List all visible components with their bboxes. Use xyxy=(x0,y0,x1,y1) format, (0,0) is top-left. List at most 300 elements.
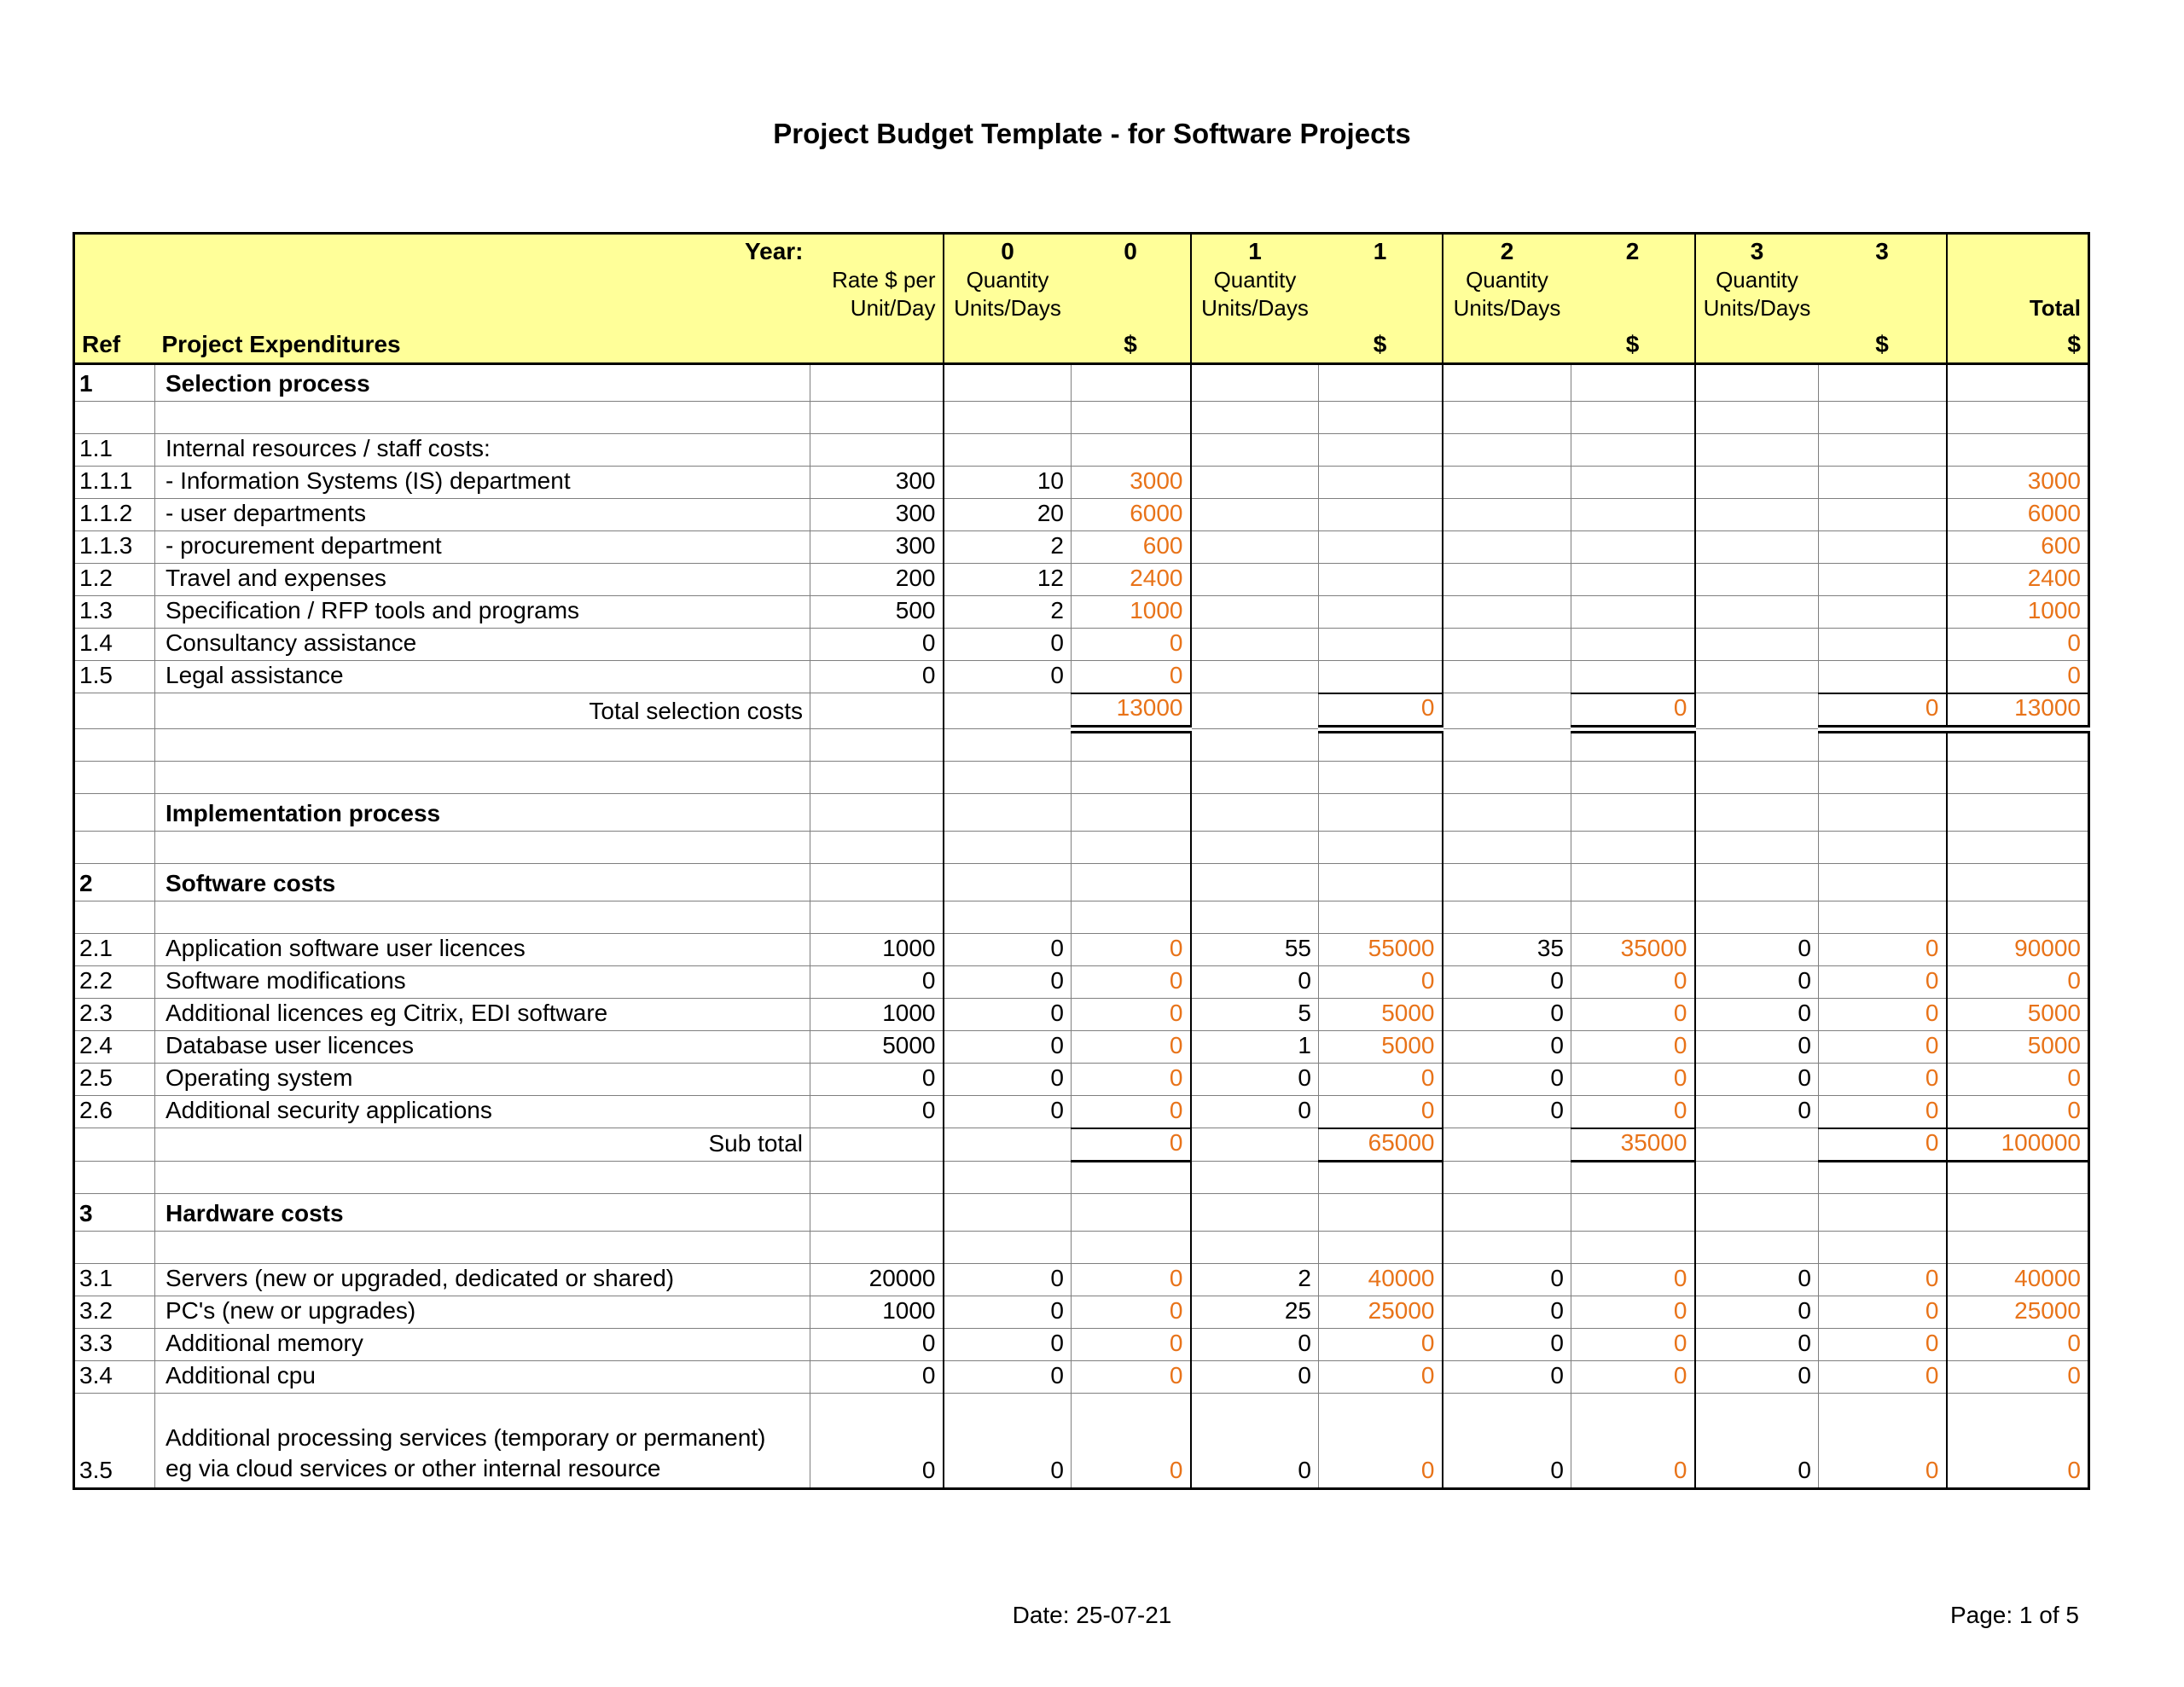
cell-desc xyxy=(155,1161,810,1193)
cell-ref: 2.5 xyxy=(74,1064,155,1096)
cell-d2: 0 xyxy=(1571,1360,1695,1393)
header-year2-quantity-line4 xyxy=(1443,322,1571,362)
cell-q0: 0 xyxy=(944,934,1072,966)
cell-q0 xyxy=(944,762,1072,794)
cell-d0 xyxy=(1072,762,1191,794)
header-expenditures-line2 xyxy=(155,266,810,294)
cell-ref xyxy=(74,693,155,729)
header-year2-dollars-line3 xyxy=(1571,294,1694,322)
cell-q1: 0 xyxy=(1191,1360,1319,1393)
cell-rate: 300 xyxy=(810,467,944,499)
header-year0-dollars-line2 xyxy=(1072,266,1190,294)
cell-desc xyxy=(155,729,810,762)
row-1.1.2 xyxy=(74,499,2089,531)
header-year1-dollars-line1: 1 xyxy=(1373,238,1387,264)
header-rate-line1 xyxy=(810,235,943,266)
cell-d0 xyxy=(1072,1161,1191,1193)
cell-rate: 5000 xyxy=(810,1031,944,1064)
cell-rate: 1000 xyxy=(810,1296,944,1328)
cell-d0: 0 xyxy=(1072,629,1191,661)
cell-q3: 0 xyxy=(1695,1360,1819,1393)
cell-d1: 5000 xyxy=(1319,999,1443,1031)
cell-q2 xyxy=(1443,402,1571,434)
header-year0-quantity-line1: 0 xyxy=(1001,238,1014,264)
cell-d1 xyxy=(1319,531,1443,564)
cell-q3 xyxy=(1695,499,1819,531)
cell-desc: Additional memory xyxy=(155,1328,810,1360)
cell-d0: 0 xyxy=(1072,1096,1191,1128)
cell-q2 xyxy=(1443,794,1571,832)
row-empty xyxy=(74,1231,2089,1263)
cell-desc-line2: eg via cloud services or other internal resource xyxy=(166,1454,661,1481)
cell-q1 xyxy=(1191,693,1319,729)
header-year3-dollars-line2 xyxy=(1819,266,1946,294)
cell-total: 90000 xyxy=(1947,934,2089,966)
cell-ref: 3.3 xyxy=(74,1328,155,1360)
cell-d3 xyxy=(1819,1231,1947,1263)
row-empty xyxy=(74,402,2089,434)
cell-d2: 0 xyxy=(1571,1263,1695,1296)
cell-d3: 0 xyxy=(1819,1296,1947,1328)
cell-d2 xyxy=(1571,434,1695,467)
cell-q2: 0 xyxy=(1443,966,1571,999)
cell-d3: 0 xyxy=(1819,1360,1947,1393)
header-year1-dollars-line2 xyxy=(1319,266,1442,294)
cell-total: 0 xyxy=(1947,1064,2089,1096)
cell-rate xyxy=(810,1128,944,1162)
cell-ref xyxy=(74,729,155,762)
cell-q2 xyxy=(1443,1193,1571,1231)
header-year3-quantity-line4 xyxy=(1696,322,1819,362)
cell-total xyxy=(1947,1231,2089,1263)
cell-q0 xyxy=(944,434,1072,467)
header-year1-quantity-line2: Quantity xyxy=(1213,267,1297,293)
header-year2-dollars-line2 xyxy=(1571,266,1694,294)
cell-q1: 1 xyxy=(1191,1031,1319,1064)
cell-d0 xyxy=(1072,364,1191,402)
cell-total: 40000 xyxy=(1947,1263,2089,1296)
footer-date: Date: 25-07-21 xyxy=(1012,1602,1172,1628)
budget-table xyxy=(73,232,2090,1490)
cell-rate: 0 xyxy=(810,1328,944,1360)
cell-d0: 0 xyxy=(1072,1328,1191,1360)
cell-d3: 0 xyxy=(1819,1128,1947,1162)
cell-q1 xyxy=(1191,434,1319,467)
cell-q0: 0 xyxy=(944,1328,1072,1360)
cell-d2 xyxy=(1571,564,1695,596)
cell-d3 xyxy=(1819,596,1947,629)
cell-q2 xyxy=(1443,864,1571,901)
cell-q0: 0 xyxy=(944,1263,1072,1296)
cell-q2: 0 xyxy=(1443,1393,1571,1488)
cell-q1 xyxy=(1191,762,1319,794)
cell-q3 xyxy=(1695,864,1819,901)
header-expenditures-line3 xyxy=(155,294,810,322)
cell-d1 xyxy=(1319,832,1443,864)
header-year2-dollars xyxy=(1571,234,1695,364)
cell-q0 xyxy=(944,832,1072,864)
cell-d2 xyxy=(1571,661,1695,693)
cell-q2: 0 xyxy=(1443,1360,1571,1393)
cell-rate xyxy=(810,402,944,434)
row-3.4 xyxy=(74,1360,2089,1393)
cell-q0 xyxy=(944,1161,1072,1193)
header-year0-quantity-grid xyxy=(944,235,1072,362)
cell-q2 xyxy=(1443,499,1571,531)
cell-desc: Specification / RFP tools and programs xyxy=(155,596,810,629)
cell-desc xyxy=(155,402,810,434)
cell-d0: 13000 xyxy=(1072,693,1191,729)
cell-rate xyxy=(810,864,944,901)
cell-d0: 0 xyxy=(1072,1360,1191,1393)
cell-d2 xyxy=(1571,794,1695,832)
cell-desc: - Information Systems (IS) department xyxy=(155,467,810,499)
cell-q1 xyxy=(1191,832,1319,864)
cell-total xyxy=(1947,864,2089,901)
cell-d0: 0 xyxy=(1072,1031,1191,1064)
cell-desc xyxy=(155,901,810,934)
cell-d2 xyxy=(1571,901,1695,934)
cell-rate xyxy=(810,364,944,402)
cell-d1 xyxy=(1319,729,1443,762)
cell-desc: - procurement department xyxy=(155,531,810,564)
header-ref-line1 xyxy=(75,235,155,266)
cell-d2 xyxy=(1571,596,1695,629)
header-ref-line3 xyxy=(75,294,155,322)
cell-d3 xyxy=(1819,729,1947,762)
cell-rate: 0 xyxy=(810,1393,944,1488)
cell-q3 xyxy=(1695,596,1819,629)
header-year0-quantity-line3: Units/Days xyxy=(954,295,1061,321)
cell-total xyxy=(1947,832,2089,864)
row-1 xyxy=(74,364,2089,402)
cell-d3: 0 xyxy=(1819,1031,1947,1064)
cell-q3 xyxy=(1695,1161,1819,1193)
row-1.5 xyxy=(74,661,2089,693)
cell-d3 xyxy=(1819,1161,1947,1193)
header-total-line3: Total xyxy=(2029,295,2081,321)
cell-d3: 0 xyxy=(1819,1096,1947,1128)
cell-q2: 0 xyxy=(1443,1096,1571,1128)
cell-q1: 5 xyxy=(1191,999,1319,1031)
cell-d3: 0 xyxy=(1819,1263,1947,1296)
cell-q2 xyxy=(1443,1231,1571,1263)
cell-ref: 3.4 xyxy=(74,1360,155,1393)
cell-d1 xyxy=(1319,1193,1443,1231)
cell-d0: 3000 xyxy=(1072,467,1191,499)
header-year1-dollars-line3 xyxy=(1319,294,1442,322)
cell-ref: 2 xyxy=(74,864,155,901)
cell-q3 xyxy=(1695,364,1819,402)
cell-ref xyxy=(74,901,155,934)
cell-d2: 0 xyxy=(1571,1328,1695,1360)
header-expenditures-line4: Project Expenditures xyxy=(161,331,401,357)
header-year0-dollars-grid xyxy=(1072,235,1190,362)
cell-total xyxy=(1947,1161,2089,1193)
cell-q3 xyxy=(1695,564,1819,596)
cell-d3: 0 xyxy=(1819,1064,1947,1096)
cell-d0: 0 xyxy=(1072,1128,1191,1162)
cell-ref xyxy=(74,762,155,794)
cell-desc-line1: Additional processing services (temporary or permanent) xyxy=(166,1423,766,1451)
row-2.5 xyxy=(74,1064,2089,1096)
cell-total xyxy=(1947,402,2089,434)
cell-d1: 0 xyxy=(1319,1328,1443,1360)
cell-ref xyxy=(74,402,155,434)
cell-q1 xyxy=(1191,1128,1319,1162)
cell-d2 xyxy=(1571,629,1695,661)
cell-rate: 0 xyxy=(810,661,944,693)
cell-q0: 0 xyxy=(944,1393,1072,1488)
cell-q0: 12 xyxy=(944,564,1072,596)
cell-desc: Application software user licences xyxy=(155,934,810,966)
header-year0-quantity-line4 xyxy=(944,322,1072,362)
cell-desc xyxy=(155,832,810,864)
cell-d1: 0 xyxy=(1319,1360,1443,1393)
cell-q1 xyxy=(1191,794,1319,832)
cell-d2 xyxy=(1571,1231,1695,1263)
cell-q3 xyxy=(1695,1231,1819,1263)
cell-rate: 200 xyxy=(810,564,944,596)
header-total xyxy=(1947,234,2089,364)
row-3 xyxy=(74,1193,2089,1231)
cell-d2: 0 xyxy=(1571,693,1695,729)
row-empty xyxy=(74,901,2089,934)
cell-d0 xyxy=(1072,1231,1191,1263)
header-year0-dollars-line4: $ xyxy=(1124,331,1137,357)
cell-d3 xyxy=(1819,832,1947,864)
cell-q2 xyxy=(1443,596,1571,629)
cell-d1: 0 xyxy=(1319,966,1443,999)
cell-total: 3000 xyxy=(1947,467,2089,499)
cell-q1 xyxy=(1191,531,1319,564)
cell-q3: 0 xyxy=(1695,1328,1819,1360)
cell-d2 xyxy=(1571,1161,1695,1193)
cell-ref: 1.1.1 xyxy=(74,467,155,499)
cell-rate: 0 xyxy=(810,1360,944,1393)
cell-q3 xyxy=(1695,693,1819,729)
cell-d1 xyxy=(1319,596,1443,629)
header-year2-quantity-line2: Quantity xyxy=(1466,267,1548,293)
cell-q0: 0 xyxy=(944,1360,1072,1393)
cell-d2: 0 xyxy=(1571,1064,1695,1096)
cell-d2 xyxy=(1571,729,1695,762)
cell-d1: 0 xyxy=(1319,1096,1443,1128)
header-year2-quantity-line3: Units/Days xyxy=(1453,295,1561,321)
cell-d1 xyxy=(1319,402,1443,434)
cell-d3 xyxy=(1819,794,1947,832)
cell-total: 600 xyxy=(1947,531,2089,564)
cell-total: 13000 xyxy=(1947,693,2089,729)
cell-rate: 300 xyxy=(810,499,944,531)
row-empty xyxy=(74,729,2089,762)
cell-q1 xyxy=(1191,729,1319,762)
cell-q2 xyxy=(1443,531,1571,564)
cell-ref: 1.1.3 xyxy=(74,531,155,564)
cell-q1: 25 xyxy=(1191,1296,1319,1328)
cell-ref: 1.1.2 xyxy=(74,499,155,531)
cell-q0: 0 xyxy=(944,1031,1072,1064)
cell-q1 xyxy=(1191,1161,1319,1193)
cell-q3: 0 xyxy=(1695,934,1819,966)
cell-rate xyxy=(810,901,944,934)
cell-q3 xyxy=(1695,1128,1819,1162)
cell-rate xyxy=(810,1231,944,1263)
header-year3-dollars-grid xyxy=(1819,235,1946,362)
cell-d3: 0 xyxy=(1819,1393,1947,1488)
cell-ref xyxy=(74,1128,155,1162)
cell-total: 25000 xyxy=(1947,1296,2089,1328)
cell-d1 xyxy=(1319,564,1443,596)
cell-desc: Sub total xyxy=(155,1128,810,1162)
cell-q0 xyxy=(944,1128,1072,1162)
cell-q0: 10 xyxy=(944,467,1072,499)
cell-d2: 0 xyxy=(1571,966,1695,999)
header-year1-dollars-grid xyxy=(1319,235,1442,362)
cell-d3 xyxy=(1819,402,1947,434)
cell-d3 xyxy=(1819,864,1947,901)
cell-ref xyxy=(74,794,155,832)
row-1.1.3 xyxy=(74,531,2089,564)
cell-q0: 0 xyxy=(944,661,1072,693)
cell-rate: 1000 xyxy=(810,999,944,1031)
cell-q3 xyxy=(1695,729,1819,762)
cell-total xyxy=(1947,729,2089,762)
cell-desc: Total selection costs xyxy=(155,693,810,729)
cell-q3 xyxy=(1695,434,1819,467)
header-year2-dollars-grid xyxy=(1571,235,1694,362)
cell-q1 xyxy=(1191,661,1319,693)
row-1.1.1 xyxy=(74,467,2089,499)
header-year1-quantity-line1: 1 xyxy=(1248,238,1262,264)
row-2.3 xyxy=(74,999,2089,1031)
header-year0-quantity xyxy=(944,234,1072,364)
cell-rate xyxy=(810,693,944,729)
cell-d3 xyxy=(1819,661,1947,693)
cell-q2 xyxy=(1443,364,1571,402)
cell-rate xyxy=(810,794,944,832)
cell-q0 xyxy=(944,364,1072,402)
cell-d2 xyxy=(1571,864,1695,901)
cell-d3 xyxy=(1819,629,1947,661)
cell-d2: 0 xyxy=(1571,1031,1695,1064)
header-year2-quantity xyxy=(1443,234,1571,364)
cell-q2: 0 xyxy=(1443,1296,1571,1328)
cell-d0: 0 xyxy=(1072,1296,1191,1328)
cell-d2: 35000 xyxy=(1571,1128,1695,1162)
cell-d1 xyxy=(1319,762,1443,794)
cell-q0 xyxy=(944,864,1072,901)
cell-d0: 0 xyxy=(1072,966,1191,999)
cell-q2 xyxy=(1443,467,1571,499)
cell-q0: 0 xyxy=(944,629,1072,661)
cell-q3 xyxy=(1695,402,1819,434)
row-1.3 xyxy=(74,596,2089,629)
header-year1-quantity xyxy=(1191,234,1319,364)
cell-q2 xyxy=(1443,1128,1571,1162)
cell-desc: Hardware costs xyxy=(155,1193,810,1231)
cell-d1: 5000 xyxy=(1319,1031,1443,1064)
header-year3-quantity xyxy=(1695,234,1819,364)
cell-q3: 0 xyxy=(1695,1096,1819,1128)
cell-d2 xyxy=(1571,832,1695,864)
header-total-line2 xyxy=(1948,266,2088,294)
cell-total: 0 xyxy=(1947,661,2089,693)
cell-d1 xyxy=(1319,467,1443,499)
cell-d3 xyxy=(1819,467,1947,499)
header-total-line4: $ xyxy=(2067,331,2081,357)
cell-d0 xyxy=(1072,864,1191,901)
cell-q3 xyxy=(1695,661,1819,693)
cell-ref xyxy=(74,832,155,864)
cell-d3 xyxy=(1819,499,1947,531)
cell-d1: 25000 xyxy=(1319,1296,1443,1328)
row-2 xyxy=(74,864,2089,901)
header-expenditures xyxy=(155,234,810,364)
row-3.5 xyxy=(74,1393,2089,1488)
cell-q1: 0 xyxy=(1191,1328,1319,1360)
cell-q1: 0 xyxy=(1191,1393,1319,1488)
cell-q0: 0 xyxy=(944,1096,1072,1128)
cell-ref: 1.1 xyxy=(74,434,155,467)
cell-total xyxy=(1947,794,2089,832)
cell-d3 xyxy=(1819,1193,1947,1231)
cell-total: 100000 xyxy=(1947,1128,2089,1162)
cell-desc: Travel and expenses xyxy=(155,564,810,596)
cell-d2: 0 xyxy=(1571,1296,1695,1328)
cell-d0: 0 xyxy=(1072,1263,1191,1296)
cell-ref: 2.4 xyxy=(74,1031,155,1064)
cell-d3 xyxy=(1819,901,1947,934)
cell-q1 xyxy=(1191,467,1319,499)
cell-q0: 2 xyxy=(944,531,1072,564)
cell-q2 xyxy=(1443,661,1571,693)
cell-d1: 0 xyxy=(1319,1393,1443,1488)
cell-q3 xyxy=(1695,629,1819,661)
cell-total: 1000 xyxy=(1947,596,2089,629)
cell-desc xyxy=(155,762,810,794)
header-year2-quantity-line1: 2 xyxy=(1500,238,1514,264)
cell-q2: 0 xyxy=(1443,1328,1571,1360)
cell-total xyxy=(1947,434,2089,467)
header-year2-dollars-line1: 2 xyxy=(1625,238,1640,264)
row-3.1 xyxy=(74,1263,2089,1296)
cell-total: 0 xyxy=(1947,1328,2089,1360)
row-3.3 xyxy=(74,1328,2089,1360)
cell-d1 xyxy=(1319,794,1443,832)
cell-desc: PC's (new or upgrades) xyxy=(155,1296,810,1328)
cell-rate xyxy=(810,832,944,864)
row-2.2 xyxy=(74,966,2089,999)
cell-total: 0 xyxy=(1947,1360,2089,1393)
cell-q2: 0 xyxy=(1443,1031,1571,1064)
cell-ref xyxy=(74,1161,155,1193)
cell-q1 xyxy=(1191,596,1319,629)
cell-d2 xyxy=(1571,364,1695,402)
cell-q0: 0 xyxy=(944,999,1072,1031)
cell-d3 xyxy=(1819,531,1947,564)
cell-ref: 3 xyxy=(74,1193,155,1231)
cell-d0 xyxy=(1072,729,1191,762)
header-year3-quantity-line2: Quantity xyxy=(1716,267,1798,293)
cell-desc xyxy=(155,1231,810,1263)
table-header-row xyxy=(74,234,2089,364)
header-year2-dollars-line4: $ xyxy=(1625,331,1640,357)
cell-d2 xyxy=(1571,762,1695,794)
cell-q0 xyxy=(944,1193,1072,1231)
cell-q0 xyxy=(944,901,1072,934)
cell-total xyxy=(1947,901,2089,934)
